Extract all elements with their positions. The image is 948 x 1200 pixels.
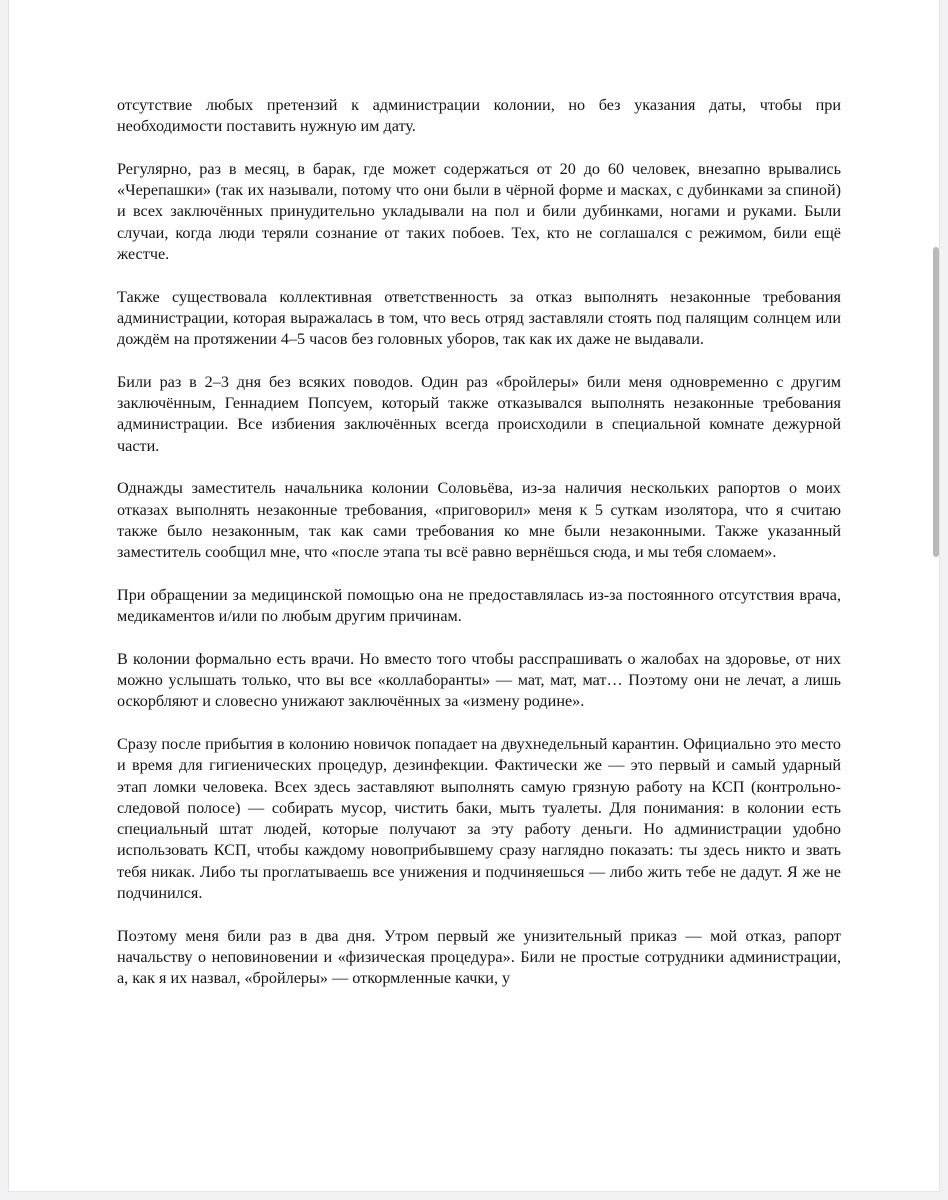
paragraph: Сразу после прибытия в колонию новичок попадает на двухнедельный карантин. Официально это место и время для гигиенических процедур, дезинфекции. Фактически же — это первый и самый ударный этап ломки человека. Всех здесь заставляют выполнять самую грязную работу на КСП (контрольно-следовой полосе) — собирать мусор, чистить баки, мыть туалеты. Для понимания: в колонии есть специальный штат людей, которые получают за эту работу деньги. Но администрации удобно использовать КСП, чтобы каждому новоприбывшему сразу наглядно показать: ты здесь никто и звать тебя никак. Либо ты проглатываешь все унижения и подчиняешься — либо жить тебе не дадут. Я же не подчинился. [117,734,841,902]
paragraph: Также существовала коллективная ответственность за отказ выполнять незаконные требования администрации, которая выражалась в том, что весь отряд заставляли стоять под палящим солнцем или дождём на протяжении 4–5 часов без головных уборов, так как их даже не выдавали. [117,287,841,349]
paragraph: Однажды заместитель начальника колонии Соловьёва, из-за наличия нескольких рапортов о моих отказах выполнять незаконные требования, «приговорил» меня к 5 суткам изолятора, что я считаю также было незаконным, так как сами требования ко мне были незаконными. Также указанный заместитель сообщил мне, что «после этапа ты всё равно вернёшься сюда, и мы тебя сломаем». [117,479,841,562]
vertical-scrollbar[interactable] [931,0,940,1192]
scrollbar-thumb[interactable] [933,247,939,557]
paragraph: В колонии формально есть врачи. Но вместо того чтобы расспрашивать о жалобах на здоровье, от них можно услышать только, что вы все «коллаборанты» — мат, мат, мат… Поэтому они не лечат, а лишь оскорбляют и словесно унижают заключённых за «измену родине». [117,649,841,711]
paragraph: отсутствие любых претензий к администрации колонии, но без указания даты, чтобы при необходимости поставить нужную им дату. [117,96,841,136]
paragraph: Регулярно, раз в месяц, в барак, где может содержаться от 20 до 60 человек, внезапно врывались «Черепашки» (так их называли, потому что они были в чёрной форме и масках, с дубинками за спиной) и всех заключённых принудительно укладывали на пол и били дубинками, ногами и руками. Были случаи, когда люди теряли сознание от таких побоев. Тех, кто не соглашался с режимом, били ещё жестче. [117,159,841,264]
paragraph: Поэтому меня били раз в два дня. Утром первый же унизительный приказ — мой отказ, рапорт начальству о неповиновении и «физическая процедура». Били не простые сотрудники администрации, а, как я их назвал, «бройлеры» — откормленные качки, у [117,926,841,988]
document-text [117,95,841,1011]
document-page [8,0,940,1192]
paragraph: При обращении за медицинской помощью она не предоставлялась из-за постоянного отсутствия врача, медикаментов и/или по любым другим причинам. [117,585,841,626]
paragraph: Били раз в 2–3 дня без всяких поводов. Один раз «бройлеры» били меня одновременно с другим заключённым, Геннадием Попсуем, который также отказывался выполнять незаконные требования администрации. Все избиения заключённых всегда происходили в специальной комнате дежурной части. [117,372,841,455]
